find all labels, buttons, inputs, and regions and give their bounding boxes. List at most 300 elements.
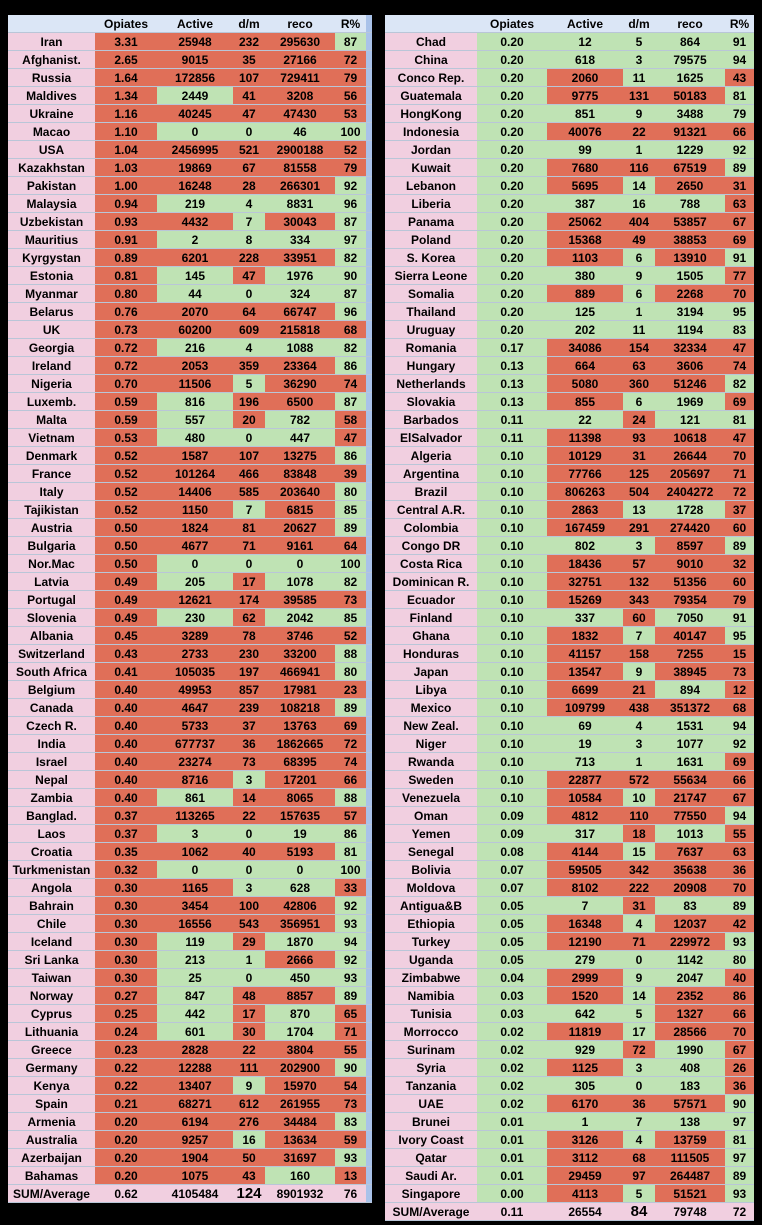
table-row — [8, 1095, 372, 1113]
table-row — [385, 1149, 754, 1167]
active-value: 16348 — [547, 915, 623, 932]
recovery-pct-value: 97 — [335, 231, 366, 248]
recovery-pct-value: 92 — [335, 951, 366, 968]
recovered-value: 864 — [655, 33, 725, 50]
deaths-per-million-value: 291 — [623, 519, 655, 536]
recovery-pct-value: 39 — [335, 465, 366, 482]
recovered-value: 274420 — [655, 519, 725, 536]
recovered-value: 51246 — [655, 375, 725, 392]
active-value: 8716 — [157, 771, 233, 788]
recovery-pct-value: 64 — [335, 537, 366, 554]
sum-row — [385, 1203, 754, 1221]
table-row — [385, 573, 754, 591]
col-header-opiates: Opiates — [477, 15, 547, 32]
opiates-value: 0.20 — [477, 33, 547, 50]
opiates-value: 0.10 — [477, 771, 547, 788]
country-name: Senegal — [385, 843, 477, 860]
recovered-value: 266301 — [265, 177, 335, 194]
table-row — [385, 609, 754, 627]
country-name: Kazakhstan — [8, 159, 95, 176]
active-value: 6201 — [157, 249, 233, 266]
sum-row — [8, 1185, 372, 1203]
active-value: 219 — [157, 195, 233, 212]
country-name: Ethiopia — [385, 915, 477, 932]
recovered-value: 466941 — [265, 663, 335, 680]
opiates-value: 0.30 — [95, 951, 157, 968]
country-name: Norway — [8, 987, 95, 1004]
active-value: 4113 — [547, 1185, 623, 1202]
deaths-per-million-value: 111 — [233, 1059, 265, 1076]
country-name: Argentina — [385, 465, 477, 482]
recovery-pct-value: 73 — [725, 663, 754, 680]
country-name: Turkey — [385, 933, 477, 950]
country-name: Liberia — [385, 195, 477, 212]
active-value: 618 — [547, 51, 623, 68]
spacer — [366, 195, 372, 212]
country-name: Indonesia — [385, 123, 477, 140]
spacer — [366, 519, 372, 536]
deaths-per-million-value: 11 — [623, 69, 655, 86]
active-value: 9257 — [157, 1131, 233, 1148]
recovered-value: 34484 — [265, 1113, 335, 1130]
active-value: 109799 — [547, 699, 623, 716]
country-name: Azerbaijan — [8, 1149, 95, 1166]
country-name: Australia — [8, 1131, 95, 1148]
deaths-per-million-value: 68 — [623, 1149, 655, 1166]
opiates-value: 0.30 — [95, 933, 157, 950]
country-name: Rwanda — [385, 753, 477, 770]
table-row — [8, 969, 372, 987]
opiates-value: 0.02 — [477, 1095, 547, 1112]
deaths-per-million-value: 504 — [623, 483, 655, 500]
opiates-value: 0.22 — [95, 1077, 157, 1094]
recovery-pct-value: 66 — [725, 123, 754, 140]
deaths-per-million-value: 276 — [233, 1113, 265, 1130]
active-value: 12621 — [157, 591, 233, 608]
deaths-per-million-value: 0 — [233, 969, 265, 986]
active-value: 642 — [547, 1005, 623, 1022]
active-value: 1075 — [157, 1167, 233, 1184]
recovered-value: 202900 — [265, 1059, 335, 1076]
table-row — [8, 861, 372, 879]
recovered-value: 8065 — [265, 789, 335, 806]
country-name: Denmark — [8, 447, 95, 464]
spacer — [366, 213, 372, 230]
recovered-value: 36290 — [265, 375, 335, 392]
recovered-value: 21747 — [655, 789, 725, 806]
country-name: Hungary — [385, 357, 477, 374]
recovery-pct-value: 81 — [725, 411, 754, 428]
table-row — [385, 843, 754, 861]
table-row — [385, 303, 754, 321]
opiates-value: 0.20 — [477, 177, 547, 194]
opiates-value: 0.10 — [477, 717, 547, 734]
table-row — [385, 105, 754, 123]
deaths-per-million-value: 81 — [233, 519, 265, 536]
spacer — [366, 699, 372, 716]
spacer — [366, 897, 372, 914]
deaths-per-million-value: 17 — [623, 1023, 655, 1040]
table-row — [385, 195, 754, 213]
table-body — [8, 33, 372, 1185]
deaths-per-million-value: 230 — [233, 645, 265, 662]
table-row — [385, 951, 754, 969]
col-header-name — [385, 15, 477, 32]
deaths-per-million-value: 36 — [233, 735, 265, 752]
opiates-value: 0.59 — [95, 393, 157, 410]
opiates-value: 1.34 — [95, 87, 157, 104]
recovery-pct-value: 80 — [335, 663, 366, 680]
active-value: 40245 — [157, 105, 233, 122]
recovered-value: 51356 — [655, 573, 725, 590]
deaths-per-million-value: 9 — [233, 1077, 265, 1094]
active-value: 59505 — [547, 861, 623, 878]
active-value: 2999 — [547, 969, 623, 986]
deaths-per-million-value: 13 — [623, 501, 655, 518]
country-name: Brazil — [385, 483, 477, 500]
country-name: Venezuela — [385, 789, 477, 806]
recovered-value: 408 — [655, 1059, 725, 1076]
country-name: Russia — [8, 69, 95, 86]
deaths-per-million-value: 438 — [623, 699, 655, 716]
country-name: Greece — [8, 1041, 95, 1058]
spacer — [366, 1113, 372, 1130]
opiates-value: 0.20 — [95, 1149, 157, 1166]
active-value: 279 — [547, 951, 623, 968]
active-value: 847 — [157, 987, 233, 1004]
active-value: 3112 — [547, 1149, 623, 1166]
table-row — [385, 69, 754, 87]
country-name: Zimbabwe — [385, 969, 477, 986]
deaths-per-million-value: 3 — [623, 51, 655, 68]
recovered-value: 38945 — [655, 663, 725, 680]
deaths-per-million-value: 154 — [623, 339, 655, 356]
table-row — [385, 825, 754, 843]
opiates-value: 0.49 — [95, 573, 157, 590]
recovery-pct-value: 66 — [335, 771, 366, 788]
active-value: 861 — [157, 789, 233, 806]
sum-opiates: 0.11 — [477, 1203, 547, 1220]
recovered-value: 35638 — [655, 861, 725, 878]
active-value: 889 — [547, 285, 623, 302]
table-row — [8, 51, 372, 69]
active-value: 19 — [547, 735, 623, 752]
deaths-per-million-value: 57 — [623, 555, 655, 572]
opiates-value: 0.02 — [477, 1041, 547, 1058]
recovery-pct-value: 55 — [725, 825, 754, 842]
country-name: Kuwait — [385, 159, 477, 176]
spacer — [366, 483, 372, 500]
country-name: Antigua&B — [385, 897, 477, 914]
recovery-pct-value: 90 — [335, 1059, 366, 1076]
country-name: Ireland — [8, 357, 95, 374]
country-name: South Africa — [8, 663, 95, 680]
opiates-value: 0.23 — [95, 1041, 157, 1058]
country-name: Moldova — [385, 879, 477, 896]
country-name: Guatemala — [385, 87, 477, 104]
country-name: Pakistan — [8, 177, 95, 194]
spacer — [366, 555, 372, 572]
table-row — [8, 1149, 372, 1167]
recovered-value: 31697 — [265, 1149, 335, 1166]
table-row — [8, 753, 372, 771]
active-value: 4144 — [547, 843, 623, 860]
table-row — [385, 87, 754, 105]
deaths-per-million-value: 0 — [233, 123, 265, 140]
table-row — [385, 1059, 754, 1077]
recovery-pct-value: 74 — [725, 357, 754, 374]
active-value: 34086 — [547, 339, 623, 356]
recovered-value: 3746 — [265, 627, 335, 644]
table-row — [8, 771, 372, 789]
table-row — [8, 105, 372, 123]
recovered-value: 9161 — [265, 537, 335, 554]
deaths-per-million-value: 3 — [623, 735, 655, 752]
recovery-pct-value: 15 — [725, 645, 754, 662]
active-value: 4812 — [547, 807, 623, 824]
deaths-per-million-value: 60 — [623, 609, 655, 626]
country-name: Libya — [385, 681, 477, 698]
opiates-value: 1.00 — [95, 177, 157, 194]
opiates-value: 0.41 — [95, 663, 157, 680]
recovered-value: 30043 — [265, 213, 335, 230]
table-row — [8, 951, 372, 969]
country-name: Slovakia — [385, 393, 477, 410]
active-value: 101264 — [157, 465, 233, 482]
recovery-pct-value: 79 — [335, 69, 366, 86]
active-value: 10584 — [547, 789, 623, 806]
recovered-value: 20627 — [265, 519, 335, 536]
sum-active: 26554 — [547, 1203, 623, 1220]
spacer — [366, 465, 372, 482]
table-row — [385, 501, 754, 519]
col-header-reco: reco — [655, 15, 725, 32]
opiates-value: 0.20 — [477, 267, 547, 284]
country-name: Angola — [8, 879, 95, 896]
country-name: Somalia — [385, 285, 477, 302]
deaths-per-million-value: 612 — [233, 1095, 265, 1112]
deaths-per-million-value: 72 — [623, 1041, 655, 1058]
recovered-value: 33951 — [265, 249, 335, 266]
recovery-pct-value: 100 — [335, 123, 366, 140]
country-name: Czech R. — [8, 717, 95, 734]
spacer — [366, 537, 372, 554]
table-row — [8, 825, 372, 843]
spacer — [366, 357, 372, 374]
active-value: 6170 — [547, 1095, 623, 1112]
deaths-per-million-value: 5 — [623, 1005, 655, 1022]
table-row — [385, 1041, 754, 1059]
recovery-pct-value: 71 — [335, 1023, 366, 1040]
deaths-per-million-value: 3 — [233, 879, 265, 896]
opiates-value: 0.02 — [477, 1077, 547, 1094]
active-value: 6699 — [547, 681, 623, 698]
col-header-dm: d/m — [233, 15, 265, 32]
country-name: HongKong — [385, 105, 477, 122]
table-row — [8, 159, 372, 177]
recovery-pct-value: 47 — [335, 429, 366, 446]
table-row — [8, 663, 372, 681]
recovery-pct-value: 33 — [335, 879, 366, 896]
recovery-pct-value: 88 — [335, 645, 366, 662]
country-name: Dominican R. — [385, 573, 477, 590]
active-value: 19869 — [157, 159, 233, 176]
deaths-per-million-value: 28 — [233, 177, 265, 194]
active-value: 29459 — [547, 1167, 623, 1184]
table-row — [8, 627, 372, 645]
active-value: 929 — [547, 1041, 623, 1058]
active-value: 11819 — [547, 1023, 623, 1040]
recovery-pct-value: 69 — [335, 717, 366, 734]
spacer — [366, 969, 372, 986]
country-name: Qatar — [385, 1149, 477, 1166]
recovery-pct-value: 97 — [725, 1149, 754, 1166]
recovery-pct-value: 95 — [725, 627, 754, 644]
deaths-per-million-value: 232 — [233, 33, 265, 50]
table-row — [385, 789, 754, 807]
spacer — [366, 663, 372, 680]
country-name: Austria — [8, 519, 95, 536]
recovered-value: 39585 — [265, 591, 335, 608]
opiates-value: 0.59 — [95, 411, 157, 428]
table-row — [8, 537, 372, 555]
recovery-pct-value: 90 — [725, 1095, 754, 1112]
recovery-pct-value: 70 — [725, 285, 754, 302]
active-value: 68271 — [157, 1095, 233, 1112]
active-value: 25948 — [157, 33, 233, 50]
opiates-value: 0.20 — [477, 285, 547, 302]
table-row — [8, 645, 372, 663]
recovery-pct-value: 93 — [335, 915, 366, 932]
country-name: Chad — [385, 33, 477, 50]
active-value: 23274 — [157, 753, 233, 770]
recovery-pct-value: 72 — [335, 735, 366, 752]
country-name: Cyprus — [8, 1005, 95, 1022]
spacer — [366, 69, 372, 86]
country-name: Ghana — [385, 627, 477, 644]
country-name: Georgia — [8, 339, 95, 356]
opiates-value: 0.05 — [477, 951, 547, 968]
spacer — [366, 825, 372, 842]
deaths-per-million-value: 78 — [233, 627, 265, 644]
active-value: 14406 — [157, 483, 233, 500]
deaths-per-million-value: 67 — [233, 159, 265, 176]
recovered-value: 628 — [265, 879, 335, 896]
opiates-value: 0.04 — [477, 969, 547, 986]
spacer — [366, 789, 372, 806]
spacer — [366, 807, 372, 824]
table-row — [8, 357, 372, 375]
spacer — [366, 285, 372, 302]
table-row — [385, 1113, 754, 1131]
active-value: 855 — [547, 393, 623, 410]
opiates-value: 0.13 — [477, 375, 547, 392]
active-value: 1165 — [157, 879, 233, 896]
spacer — [366, 609, 372, 626]
opiates-value: 0.40 — [95, 699, 157, 716]
recovered-value: 0 — [265, 861, 335, 878]
country-name: Taiwan — [8, 969, 95, 986]
recovery-pct-value: 89 — [725, 1167, 754, 1184]
country-name: Netherlands — [385, 375, 477, 392]
recovery-pct-value: 80 — [725, 951, 754, 968]
recovery-pct-value: 79 — [725, 591, 754, 608]
recovery-pct-value: 94 — [725, 717, 754, 734]
recovered-value: 1728 — [655, 501, 725, 518]
spacer — [366, 105, 372, 122]
recovered-value: 38853 — [655, 231, 725, 248]
recovered-value: 8597 — [655, 537, 725, 554]
recovered-value: 13275 — [265, 447, 335, 464]
recovery-pct-value: 100 — [335, 861, 366, 878]
recovered-value: 79354 — [655, 591, 725, 608]
recovery-pct-value: 72 — [335, 51, 366, 68]
active-value: 13407 — [157, 1077, 233, 1094]
active-value: 2828 — [157, 1041, 233, 1058]
opiates-value: 0.20 — [95, 1131, 157, 1148]
active-value: 12288 — [157, 1059, 233, 1076]
country-name: Switzerland — [8, 645, 95, 662]
sum-dm: 124 — [233, 1185, 265, 1202]
recovery-pct-value: 67 — [725, 1041, 754, 1058]
recovery-pct-value: 93 — [725, 933, 754, 950]
active-value: 167459 — [547, 519, 623, 536]
sum-dm: 84 — [623, 1203, 655, 1220]
deaths-per-million-value: 24 — [623, 411, 655, 428]
spacer — [366, 1149, 372, 1166]
country-name: Germany — [8, 1059, 95, 1076]
deaths-per-million-value: 15 — [623, 843, 655, 860]
deaths-per-million-value: 359 — [233, 357, 265, 374]
opiates-value: 0.52 — [95, 501, 157, 518]
table-row — [385, 555, 754, 573]
table-row — [8, 519, 372, 537]
country-name: Kenya — [8, 1077, 95, 1094]
spacer — [366, 249, 372, 266]
deaths-per-million-value: 7 — [623, 627, 655, 644]
country-name: Sri Lanka — [8, 951, 95, 968]
recovered-value: 19 — [265, 825, 335, 842]
deaths-per-million-value: 0 — [233, 861, 265, 878]
deaths-per-million-value: 3 — [623, 1059, 655, 1076]
opiates-value: 0.30 — [95, 915, 157, 932]
recovered-value: 1078 — [265, 573, 335, 590]
recovery-pct-value: 36 — [725, 1077, 754, 1094]
spacer — [366, 141, 372, 158]
recovered-value: 2042 — [265, 609, 335, 626]
col-header-rpct: R% — [335, 15, 366, 32]
spacer — [366, 645, 372, 662]
active-value: 216 — [157, 339, 233, 356]
spacer — [366, 1131, 372, 1148]
country-name: Turkmenistan — [8, 861, 95, 878]
recovered-value: 894 — [655, 681, 725, 698]
recovery-pct-value: 91 — [725, 33, 754, 50]
deaths-per-million-value: 14 — [623, 987, 655, 1004]
table-row — [385, 159, 754, 177]
country-name: Sweden — [385, 771, 477, 788]
opiates-value: 0.40 — [95, 753, 157, 770]
recovered-value: 205697 — [655, 465, 725, 482]
deaths-per-million-value: 107 — [233, 447, 265, 464]
col-header-opiates: Opiates — [95, 15, 157, 32]
recovery-pct-value: 94 — [335, 933, 366, 950]
recovery-pct-value: 66 — [725, 1005, 754, 1022]
deaths-per-million-value: 9 — [623, 969, 655, 986]
country-name: Slovenia — [8, 609, 95, 626]
table-row — [385, 465, 754, 483]
deaths-per-million-value: 4 — [233, 339, 265, 356]
